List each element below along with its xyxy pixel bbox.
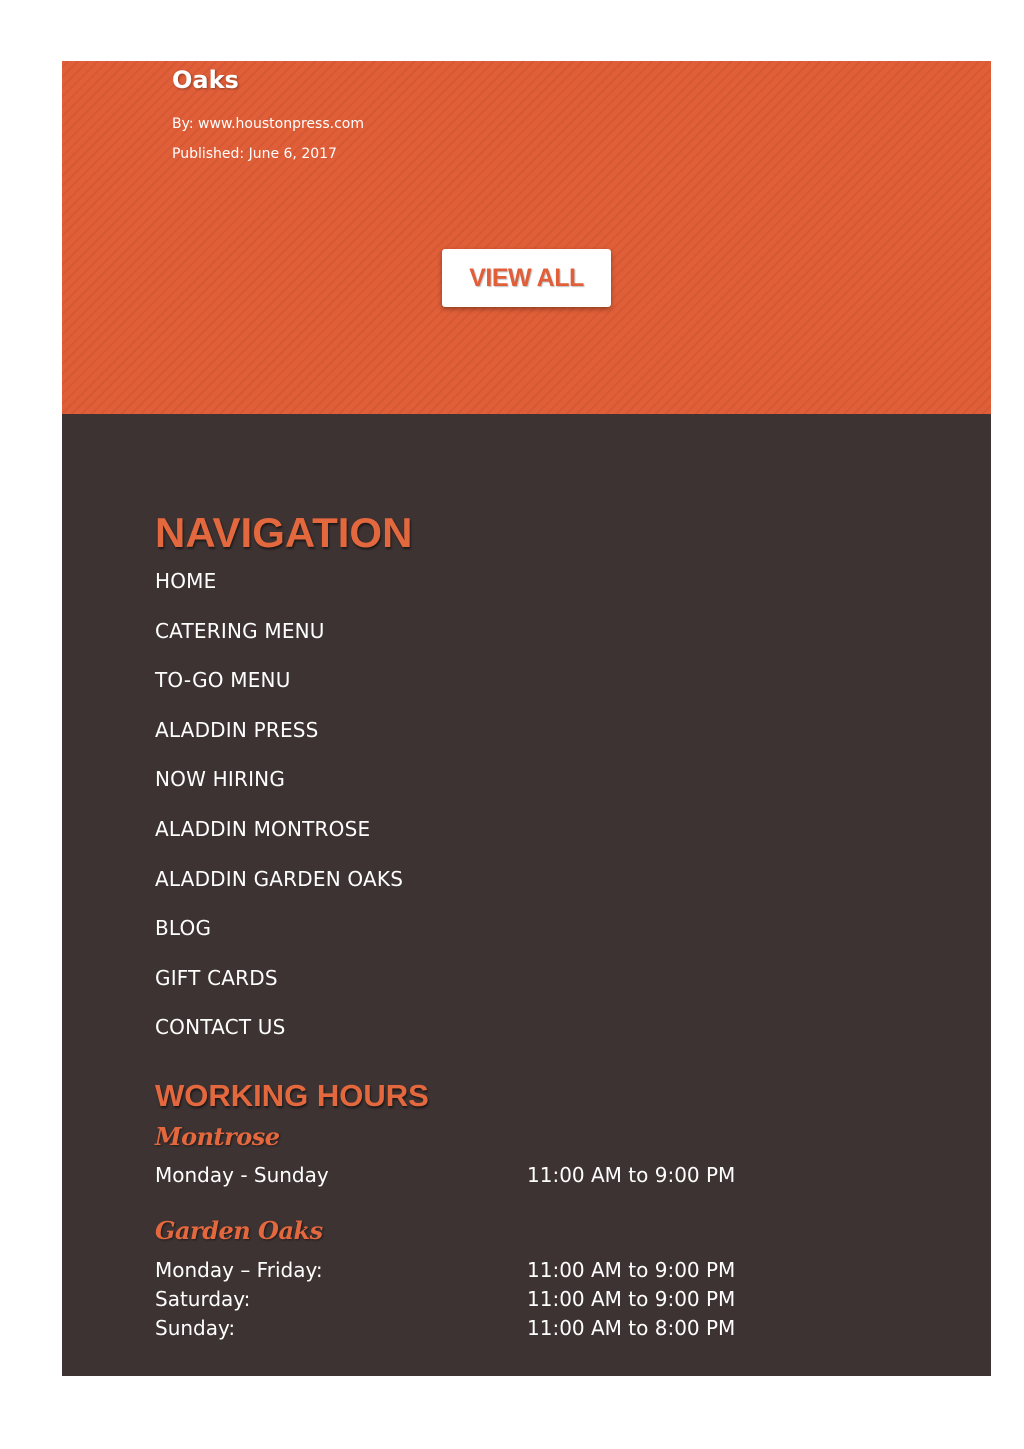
press-article-source: By: www.houstonpress.com [172, 116, 364, 132]
nav-item-contact-us [155, 1012, 403, 1062]
location-name-garden-oaks: Garden Oaks [155, 1216, 323, 1245]
working-hours-heading: WORKING HOURS [155, 1078, 429, 1113]
press-section [62, 61, 991, 414]
hours-row [155, 1284, 855, 1314]
nav-link-aladdin-montrose[interactable]: ALADDIN MONTROSE [155, 816, 371, 841]
nav-item-aladdin-press [155, 715, 403, 765]
nav-item-catering-menu [155, 616, 403, 666]
hours-time: 11:00 AM to 8:00 PM [527, 1316, 736, 1340]
press-article-date: Published: June 6, 2017 [172, 146, 337, 162]
nav-link-now-hiring[interactable]: NOW HIRING [155, 767, 286, 792]
hours-time: 11:00 AM to 9:00 PM [527, 1163, 736, 1187]
nav-link-aladdin-press[interactable]: ALADDIN PRESS [155, 717, 319, 742]
nav-item-aladdin-montrose [155, 814, 403, 864]
hours-time: 11:00 AM to 9:00 PM [527, 1287, 736, 1311]
hours-time: 11:00 AM to 9:00 PM [527, 1258, 736, 1282]
nav-item-home [155, 566, 403, 616]
hours-days: Monday - Sunday [155, 1163, 329, 1187]
nav-item-aladdin-garden-oaks [155, 864, 403, 914]
nav-item-now-hiring [155, 764, 403, 814]
navigation-heading: NAVIGATION [155, 509, 413, 556]
press-article-title[interactable]: Oaks [172, 66, 239, 94]
nav-link-to-go-menu[interactable]: TO-GO MENU [155, 668, 291, 693]
page-frame [62, 61, 991, 1376]
nav-link-blog[interactable]: BLOG [155, 916, 212, 941]
footer-section [62, 414, 991, 1376]
hours-row [155, 1160, 855, 1190]
nav-link-gift-cards[interactable]: GIFT CARDS [155, 965, 278, 990]
hours-days: Monday – Friday: [155, 1258, 323, 1282]
nav-link-home[interactable]: HOME [155, 569, 217, 593]
navigation-list [155, 566, 403, 1062]
location-name-montrose: Montrose [155, 1122, 280, 1151]
nav-item-to-go-menu [155, 665, 403, 715]
nav-item-blog [155, 913, 403, 963]
nav-link-aladdin-garden-oaks[interactable]: ALADDIN GARDEN OAKS [155, 866, 404, 891]
nav-link-contact-us[interactable]: CONTACT US [155, 1015, 286, 1040]
view-all-button[interactable]: VIEW ALL [442, 249, 611, 307]
hours-days: Sunday: [155, 1316, 236, 1340]
nav-link-catering-menu[interactable]: CATERING MENU [155, 618, 325, 643]
hours-days: Saturday: [155, 1287, 251, 1311]
hours-row [155, 1255, 855, 1285]
nav-item-gift-cards [155, 963, 403, 1013]
hours-row [155, 1313, 855, 1343]
